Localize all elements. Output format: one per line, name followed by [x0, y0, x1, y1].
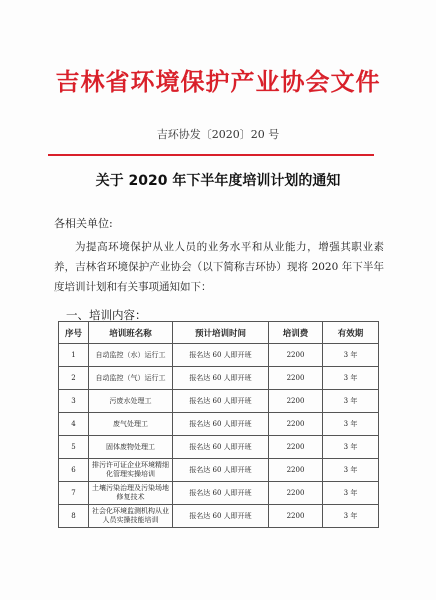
cell-fee: 2200: [269, 505, 323, 528]
salutation: 各相关单位:: [54, 217, 113, 230]
cell-serial: 3: [59, 390, 89, 413]
header-validity: 有效期: [323, 322, 379, 344]
cell-serial: 7: [59, 482, 89, 505]
cell-course-name: 自动监控（水）运行工: [89, 344, 173, 367]
header-course-name: 培训班名称: [89, 322, 173, 344]
table-row: [59, 505, 379, 528]
org-document-header: 吉林省环境保护产业协会文件: [55, 68, 381, 96]
cell-course-name: 自动监控（气）运行工: [89, 367, 173, 390]
table-row: [59, 459, 379, 482]
cell-fee: 2200: [269, 367, 323, 390]
cell-course-name: 社会化环境监测机构从业人员实操技能培训: [89, 505, 173, 528]
cell-serial: 8: [59, 505, 89, 528]
training-table: [58, 321, 379, 528]
cell-validity: 3 年: [323, 367, 379, 390]
cell-training-time: 报名达 60 人即开班: [173, 459, 269, 482]
cell-training-time: 报名达 60 人即开班: [173, 482, 269, 505]
cell-serial: 4: [59, 413, 89, 436]
header-training-time: 预计培训时间: [173, 322, 269, 344]
cell-serial: 1: [59, 344, 89, 367]
table-row: [59, 390, 379, 413]
cell-validity: 3 年: [323, 344, 379, 367]
training-table-container: [58, 321, 378, 528]
cell-course-name: 废气处理工: [89, 413, 173, 436]
table-row: [59, 436, 379, 459]
cell-validity: 3 年: [323, 482, 379, 505]
cell-serial: 5: [59, 436, 89, 459]
cell-course-name: 污废水处理工: [89, 390, 173, 413]
table-row: [59, 344, 379, 367]
cell-fee: 2200: [269, 436, 323, 459]
cell-training-time: 报名达 60 人即开班: [173, 436, 269, 459]
cell-course-name: 排污许可证企业环境精细化管理实操培训: [89, 459, 173, 482]
cell-validity: 3 年: [323, 413, 379, 436]
header-serial: 序号: [59, 322, 89, 344]
document-number: 吉环协发〔2020〕20 号: [156, 128, 280, 141]
table-row: [59, 482, 379, 505]
cell-course-name: 土壤污染治理及污染场地修复技术: [89, 482, 173, 505]
cell-fee: 2200: [269, 413, 323, 436]
cell-course-name: 固体废物处理工: [89, 436, 173, 459]
cell-serial: 6: [59, 459, 89, 482]
cell-fee: 2200: [269, 390, 323, 413]
cell-fee: 2200: [269, 459, 323, 482]
cell-fee: 2200: [269, 482, 323, 505]
cell-training-time: 报名达 60 人即开班: [173, 367, 269, 390]
cell-validity: 3 年: [323, 505, 379, 528]
cell-serial: 2: [59, 367, 89, 390]
cell-training-time: 报名达 60 人即开班: [173, 390, 269, 413]
intro-paragraph: 为提高环境保护从业人员的业务水平和从业能力，增强其职业素养，吉林省环境保护产业协会（以下简称吉环协）现将 2020 年下半年度培训计划和有关事项通知如下：: [54, 241, 384, 293]
table-row: [59, 367, 379, 390]
cell-validity: 3 年: [323, 390, 379, 413]
header-fee: 培训费: [269, 322, 323, 344]
cell-validity: 3 年: [323, 459, 379, 482]
cell-training-time: 报名达 60 人即开班: [173, 344, 269, 367]
section-heading: 一、培训内容：: [66, 308, 147, 322]
cell-validity: 3 年: [323, 436, 379, 459]
cell-training-time: 报名达 60 人即开班: [173, 413, 269, 436]
notice-title: 关于 2020 年下半年度培训计划的通知: [95, 173, 341, 189]
table-header-row: [59, 322, 379, 344]
cell-fee: 2200: [269, 344, 323, 367]
cell-training-time: 报名达 60 人即开班: [173, 505, 269, 528]
table-row: [59, 413, 379, 436]
header-divider: [48, 154, 374, 156]
